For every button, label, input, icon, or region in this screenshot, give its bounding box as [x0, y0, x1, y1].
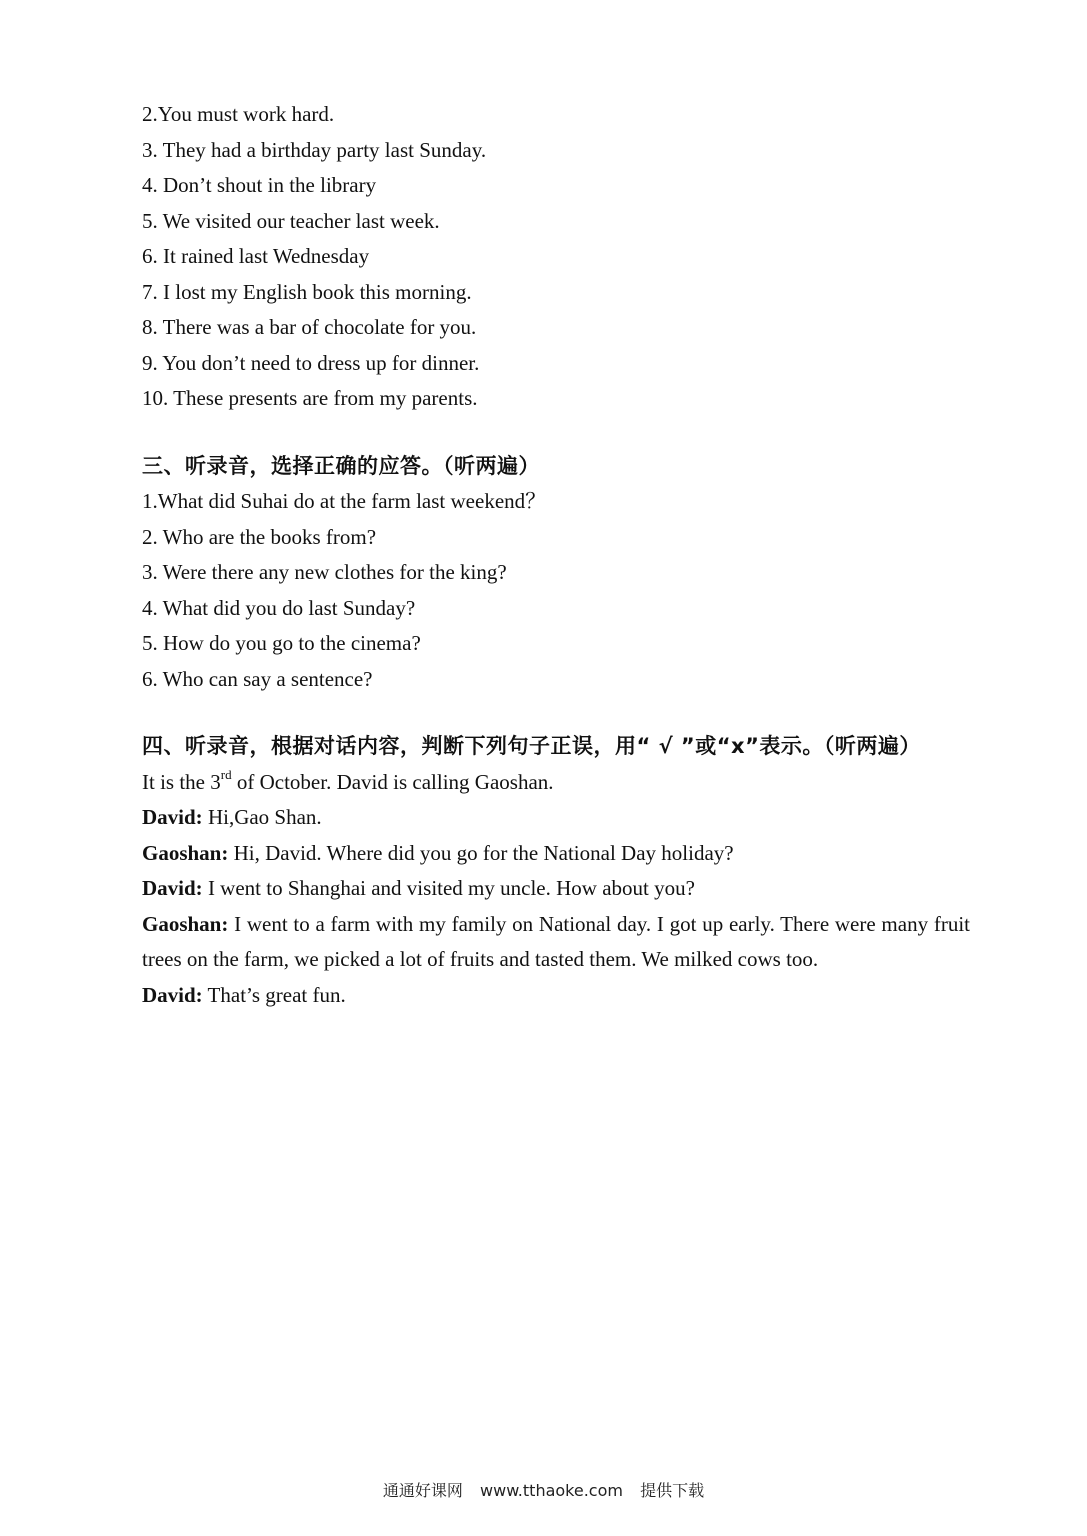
- section-4-heading: 四、听录音，根据对话内容，判断下列句子正误，用“ √ ”或“x”表示。（听两遍）: [142, 734, 921, 758]
- list-item: 8. There was a bar of chocolate for you.: [142, 315, 477, 339]
- section-4: [142, 729, 970, 1013]
- speaker-name: David:: [142, 805, 203, 829]
- speaker-name: David:: [142, 982, 203, 1007]
- list-item: 1.What did Suhai do at the farm last weekend？: [142, 489, 547, 513]
- dialogue-text: That’s great fun.: [202, 982, 346, 1007]
- speaker-name: Gaoshan:: [142, 840, 229, 865]
- footer-site-name: 通通好课网: [382, 1481, 463, 1500]
- footer-url[interactable]: www.tthaoke.com: [480, 1481, 623, 1500]
- spacer: [142, 697, 970, 729]
- list-item: 3. They had a birthday party last Sunday.: [142, 137, 487, 162]
- dialogue-line: [142, 978, 970, 1014]
- section-3-heading: 三、听录音，选择正确的应答。（听两遍）: [142, 453, 540, 478]
- list-item: 10. These presents are from my parents.: [142, 386, 478, 410]
- dialogue-text: I went to a farm with my family on National day. I got up early. There were many fruit trees on the farm, we picked a lot of fruits and tasted them. We milked cows too.: [142, 911, 970, 971]
- list-item: 3. Were there any new clothes for the king?: [142, 560, 507, 584]
- dialogue-text: Hi,Gao Shan.: [202, 805, 322, 829]
- page-footer: [0, 1478, 1087, 1501]
- list-item: 5. We visited our teacher last week.: [142, 208, 440, 233]
- list-item: 6. Who can say a sentence?: [142, 666, 373, 691]
- spacer: [142, 417, 970, 449]
- list-item: 2. Who are the books from?: [142, 524, 377, 549]
- dialogue-text: I went to Shanghai and visited my uncle. How about you?: [202, 876, 695, 900]
- dialogue-line: [142, 836, 970, 872]
- dialogue-line: [142, 800, 970, 836]
- section-3: [142, 449, 970, 698]
- footer-note: 提供下载: [640, 1481, 705, 1500]
- list-item: 7. I lost my English book this morning.: [142, 279, 472, 304]
- list-item: 9. You don’t need to dress up for dinner.: [142, 350, 480, 375]
- intro-text: It is the 3: [142, 769, 221, 794]
- dialogue-text: Hi, David. Where did you go for the National Day holiday?: [228, 840, 734, 865]
- dialogue-intro: [142, 765, 970, 801]
- document-page: [142, 97, 970, 1013]
- intro-text-rest: of October. David is calling Gaoshan.: [231, 769, 554, 794]
- dialogue-line: [142, 871, 970, 907]
- speaker-name: Gaoshan:: [142, 911, 229, 936]
- speaker-name: David:: [142, 876, 203, 900]
- ordinal-suffix: rd: [220, 766, 232, 782]
- dialogue-line: [142, 907, 970, 978]
- list-item: 2.You must work hard.: [142, 102, 335, 126]
- list-item: 6. It rained last Wednesday: [142, 244, 370, 268]
- list-item: 4. What did you do last Sunday?: [142, 595, 416, 620]
- section-2-list: [142, 97, 970, 417]
- list-item: 5. How do you go to the cinema?: [142, 631, 421, 655]
- list-item: 4. Don’t shout in the library: [142, 173, 377, 197]
